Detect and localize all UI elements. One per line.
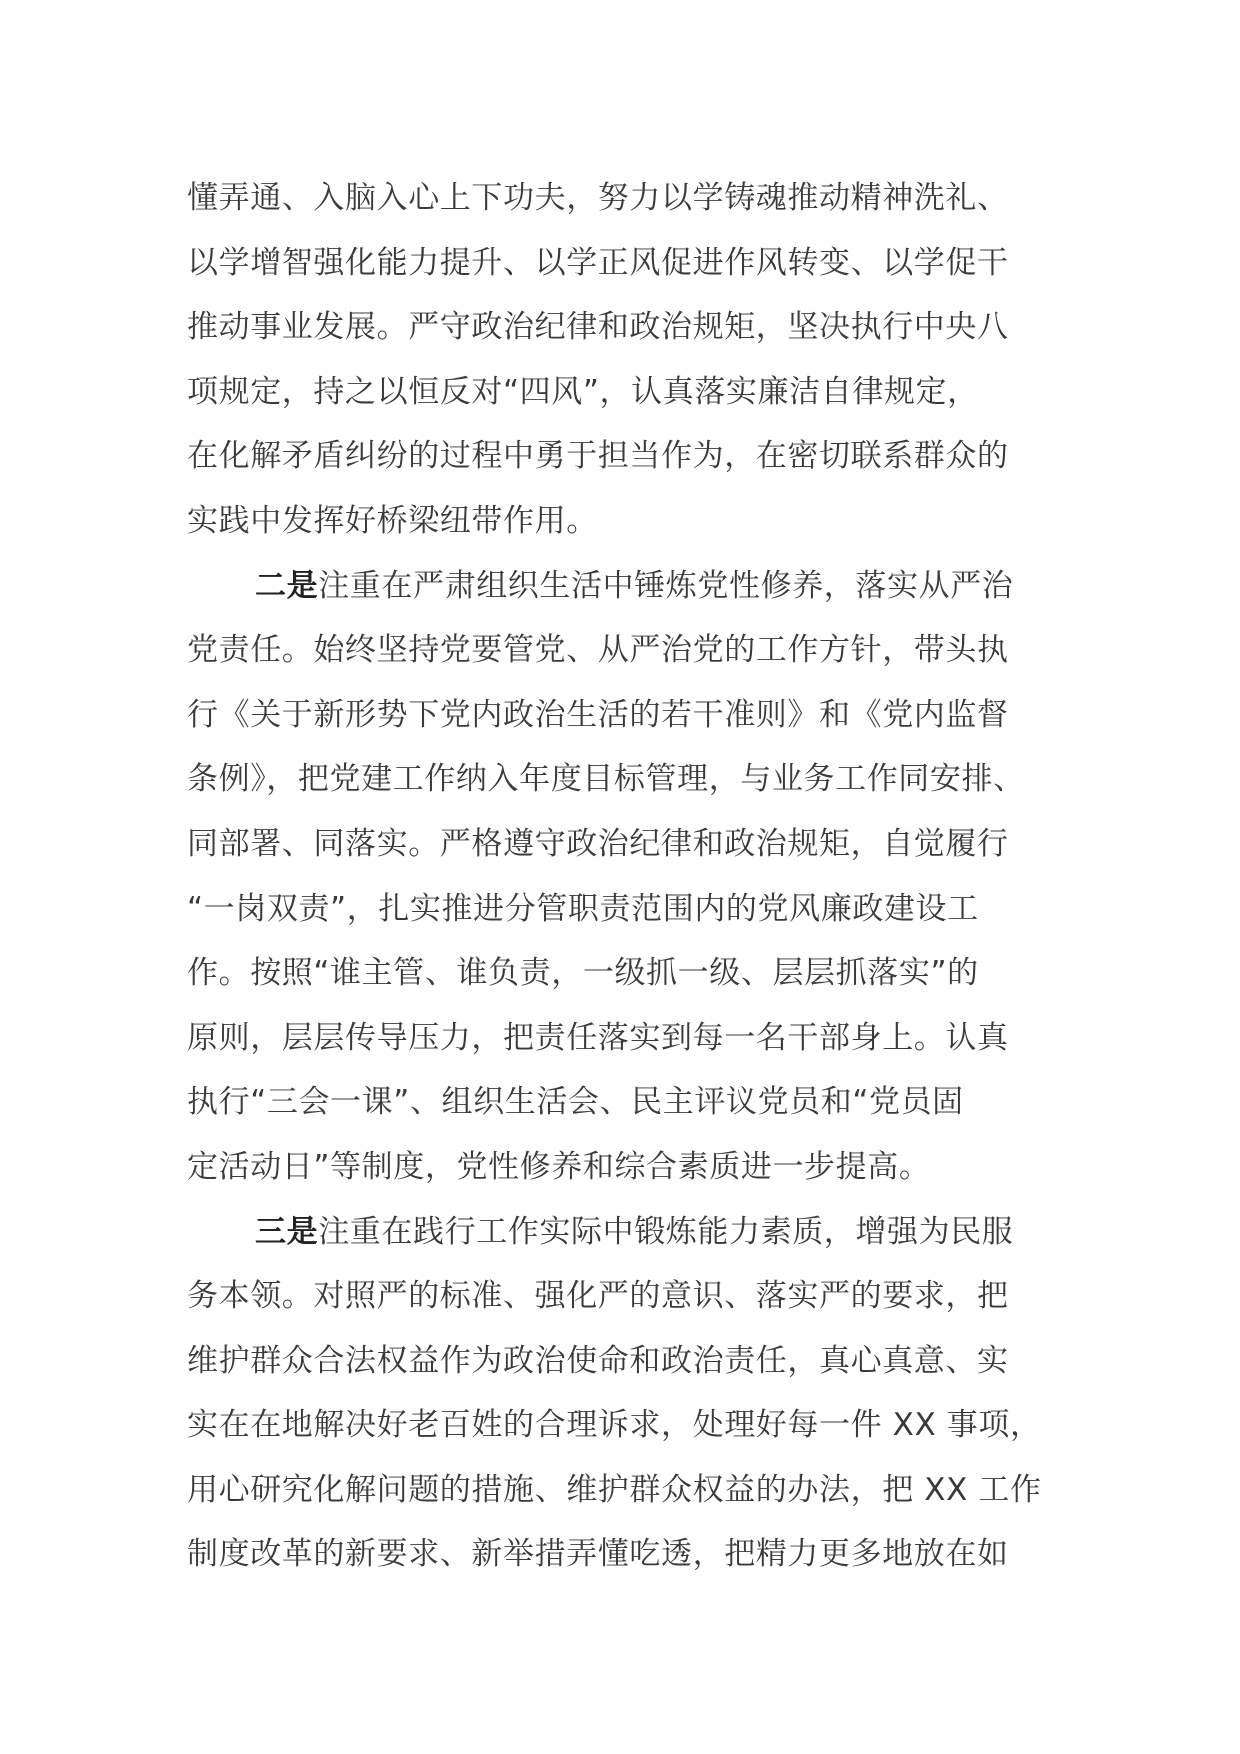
text-line: 务本领。对照严的标准、强化严的意识、落实严的要求，把 (187, 1278, 1009, 1315)
text-line: 执行“三会一课”、组织生活会、民主评议党员和“党员固 (187, 1084, 964, 1121)
paragraph-2 (187, 554, 1067, 1200)
text-line: 实在在地解决好老百姓的合理诉求，处理好每一件 XX 事项， (187, 1407, 1042, 1444)
text-line: 作。按照“谁主管、谁负责，一级抓一级、层层抓落实”的 (187, 955, 979, 992)
text-fragment: 注重在践行工作实际中锻炼能力素质，增强为民服 (318, 1213, 1014, 1250)
text-line: 党责任。始终坚持党要管党、从严治党的工作方针，带头执 (187, 632, 1009, 669)
text-line: 制度改革的新要求、新举措弄懂吃透，把精力更多地放在如 (187, 1536, 1009, 1573)
text-fragment: 注重在严肃组织生活中锤炼党性修养，落实从严治 (318, 567, 1014, 604)
text-line: 维护群众合法权益作为政治使命和政治责任，真心真意、实 (187, 1342, 1009, 1379)
text-line: 行《关于新形势下党内政治生活的若干准则》和《党内监督 (187, 696, 1009, 733)
text-line: 实践中发挥好桥梁纽带作用。 (187, 502, 598, 539)
text-line: 在化解矛盾纠纷的过程中勇于担当作为，在密切联系群众的 (187, 438, 1009, 475)
text-line: 条例》，把党建工作纳入年度目标管理，与业务工作同安排、 (187, 761, 1025, 798)
text-line: 用心研究化解问题的措施、维护群众权益的办法，把 XX 工作 (187, 1471, 1042, 1508)
text-line: 项规定，持之以恒反对“四风”，认真落实廉洁自律规定， (187, 373, 979, 410)
paragraph-1 (187, 166, 1067, 554)
text-line: “一岗双责”，扎实推进分管职责范围内的党风廉政建设工 (187, 890, 979, 927)
paragraph-lead: 三是 (255, 1213, 319, 1250)
text-line: 推动事业发展。严守政治纪律和政治规矩，坚决执行中央八 (187, 309, 1009, 346)
paragraph-first-line (187, 1200, 1067, 1265)
text-line: 原则，层层传导压力，把责任落实到每一名干部身上。认真 (187, 1019, 1009, 1056)
paragraph-first-line (187, 554, 1067, 619)
text-line: 以学增智强化能力提升、以学正风促进作风转变、以学促干 (187, 244, 1009, 281)
paragraph-lead: 二是 (255, 567, 319, 604)
text-line: 同部署、同落实。严格遵守政治纪律和政治规矩，自觉履行 (187, 825, 1009, 862)
text-line: 懂弄通、入脑入心上下功夫，努力以学铸魂推动精神洗礼、 (187, 180, 1009, 216)
text-line: 定活动日”等制度，党性修养和综合素质进一步提高。 (187, 1148, 931, 1185)
document-body (187, 166, 1067, 1587)
paragraph-3 (187, 1200, 1067, 1588)
